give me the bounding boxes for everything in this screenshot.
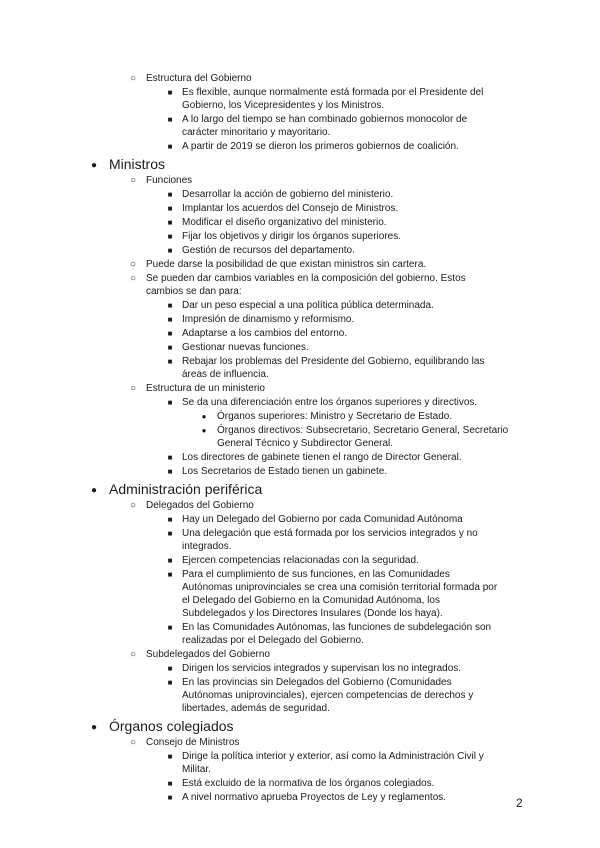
bullet-icon: ■: [167, 398, 173, 407]
bullet-icon: ○: [129, 649, 137, 660]
bullet-icon: ○: [129, 73, 137, 84]
list-item: [0, 188, 600, 201]
list-item: [0, 299, 600, 312]
list-item-text: Los Secretarios de Estado tienen un gabinete.: [182, 466, 388, 477]
bullet-icon: ■: [167, 232, 173, 241]
bullet-icon: ■: [167, 529, 173, 538]
list-item-text: Ministros: [109, 156, 166, 172]
list-item-text: Los directores de gabinete tienen el rango de Director General.: [182, 452, 462, 463]
list-item: [0, 662, 600, 675]
list-item: [0, 113, 600, 139]
list-item-text: Puede darse la posibilidad de que existan ministros sin cartera.: [146, 259, 427, 270]
bullet-icon: ■: [167, 752, 173, 761]
list-item-text: Dirigen los servicios integrados y supervisan los no integrados.: [182, 663, 462, 674]
bullet-icon: ○: [129, 273, 137, 284]
list-item: [0, 341, 600, 354]
list-item-text: Impresión de dinamismo y reformismo.: [182, 314, 355, 325]
bullet-icon: ○: [129, 737, 137, 748]
list-item-text: A partir de 2019 se dieron los primeros gobiernos de coalición.: [182, 141, 459, 152]
list-item: [0, 424, 600, 450]
list-item-text: Delegados del Gobierno: [146, 500, 254, 511]
bullet-icon: ●: [90, 160, 98, 171]
list-item: [0, 202, 600, 215]
bullet-icon: ■: [167, 357, 173, 366]
list-item: [0, 513, 600, 526]
outline-list: [0, 64, 600, 804]
list-item: [0, 156, 600, 173]
list-item-text: En las Comunidades Autónomas, las funciones de subdelegación son realizadas por el Delegado del Gobierno.: [182, 622, 492, 646]
bullet-icon: ○: [129, 383, 137, 394]
bullet-icon: ■: [167, 88, 173, 97]
list-item-text: Administración periférica: [109, 481, 263, 497]
list-item-text: Se pueden dar cambios variables en la composición del gobierno. Estos cambios se dan para:: [146, 273, 466, 297]
bullet-icon: ■: [167, 246, 173, 255]
list-item: [0, 736, 600, 749]
list-item-text: Desarrollar la acción de gobierno del ministerio.: [182, 189, 394, 200]
list-item: [0, 777, 600, 790]
list-item: [0, 718, 600, 735]
list-item-text: Órganos directivos: Subsecretario, Secretario General, Secretario General Técnico y Subdirector General.: [217, 425, 509, 449]
list-item: [0, 648, 600, 661]
list-item-text: Está excluido de la normativa de los órganos colegiados.: [182, 778, 435, 789]
list-item-text: Hay un Delegado del Gobierno por cada Comunidad Autónoma: [182, 514, 463, 525]
bullet-icon: ■: [167, 793, 173, 802]
list-item-text: Gestión de recursos del departamento.: [182, 245, 355, 256]
bullet-icon: ■: [167, 142, 173, 151]
list-item-text: A nivel normativo aprueba Proyectos de Ley y reglamentos.: [182, 792, 447, 803]
list-item-text: Órganos colegiados: [109, 718, 234, 734]
list-item: [0, 750, 600, 776]
bullet-icon: ○: [129, 175, 137, 186]
bullet-icon: ■: [167, 453, 173, 462]
list-item-text: Se da una diferenciación entre los órganos superiores y directivos.: [182, 397, 478, 408]
bullet-icon: ○: [129, 259, 137, 270]
bullet-icon: ■: [167, 779, 173, 788]
bullet-icon: ■: [167, 190, 173, 199]
list-item-text: Una delegación que está formada por los servicios integrados y no integrados.: [182, 528, 478, 552]
list-item-text: Modificar el diseño organizativo del ministerio.: [182, 217, 387, 228]
bullet-icon: ■: [167, 467, 173, 476]
list-item: [0, 676, 600, 715]
list-item-text: Fijar los objetivos y dirigir los órganos superiores.: [182, 231, 401, 242]
bullet-icon: ■: [167, 664, 173, 673]
list-item: [0, 355, 600, 381]
list-item-text: Consejo de Ministros: [146, 737, 240, 748]
list-item-text: Adaptarse a los cambios del entorno.: [182, 328, 348, 339]
list-item-text: Gestionar nuevas funciones.: [182, 342, 309, 353]
list-item-text: En las provincias sin Delegados del Gobierno (Comunidades Autónomas uniprovinciales), ejercen competencias de derechos y libertades, además de seguridad.: [182, 677, 474, 714]
list-item-text: Dirige la política interior y exterior, así como la Administración Civil y Militar.: [182, 751, 484, 775]
list-item-text: Implantar los acuerdos del Consejo de Ministros.: [182, 203, 399, 214]
bullet-icon: ●: [90, 722, 98, 733]
bullet-icon: ■: [167, 218, 173, 227]
list-item: [0, 568, 600, 620]
list-item-text: Estructura del Gobierno: [146, 73, 252, 84]
bullet-icon: ■: [167, 115, 173, 124]
bullet-icon: ■: [167, 343, 173, 352]
list-item: [0, 313, 600, 326]
list-item: [0, 174, 600, 187]
list-item: [0, 382, 600, 395]
list-item: [0, 327, 600, 340]
list-item-text: Ejercen competencias relacionadas con la seguridad.: [182, 555, 419, 566]
list-item: [0, 410, 600, 423]
list-item-text: A lo largo del tiempo se han combinado gobiernos monocolor de carácter minoritario y mayoritario.: [182, 114, 468, 138]
page-number: 2: [516, 796, 523, 810]
bullet-icon: ■: [167, 556, 173, 565]
bullet-icon: ■: [167, 515, 173, 524]
list-item: [0, 621, 600, 647]
list-item-text: Funciones: [146, 175, 193, 186]
bullet-icon: ■: [167, 204, 173, 213]
list-item-text: Rebajar los problemas del Presidente del Gobierno, equilibrando las áreas de influencia.: [182, 356, 485, 380]
list-item: [0, 258, 600, 271]
list-item: [0, 451, 600, 464]
list-item-text: Dar un peso especial a una política pública determinada.: [182, 300, 434, 311]
bullet-icon: ■: [167, 329, 173, 338]
list-item-text: Es flexible, aunque normalmente está formada por el Presidente del Gobierno, los Vicepresidentes y los Ministros.: [182, 87, 484, 111]
bullet-icon: ■: [167, 678, 173, 687]
list-item: [0, 86, 600, 112]
list-item-text: Para el cumplimiento de sus funciones, en las Comunidades Autónomas uniprovinciales se crea una comisión territorial formada por el Delegado del Gobierno en la Comunidad Autónoma, los Subdelegados y los Directores Insulares (Donde los haya).: [182, 569, 498, 619]
list-item: [0, 791, 600, 804]
list-item-text: Estructura de un ministerio: [146, 383, 265, 394]
list-item: [0, 481, 600, 498]
bullet-icon: ●: [201, 426, 207, 435]
list-item: [0, 140, 600, 153]
list-item: [0, 272, 600, 298]
bullet-icon: ■: [167, 315, 173, 324]
list-item: [0, 527, 600, 553]
bullet-icon: ■: [167, 301, 173, 310]
list-item: [0, 465, 600, 478]
list-item: [0, 554, 600, 567]
list-item: [0, 230, 600, 243]
bullet-icon: ■: [167, 570, 173, 579]
bullet-icon: ■: [167, 623, 173, 632]
bullet-icon: ○: [129, 500, 137, 511]
list-item: [0, 216, 600, 229]
list-item: [0, 499, 600, 512]
list-item: [0, 72, 600, 85]
list-item: [0, 244, 600, 257]
list-item-text: Subdelegados del Gobierno: [146, 649, 270, 660]
bullet-icon: ●: [90, 485, 98, 496]
bullet-icon: ●: [201, 412, 207, 421]
list-item-text: Órganos superiores: Ministro y Secretario de Estado.: [217, 411, 453, 422]
list-item: [0, 396, 600, 409]
